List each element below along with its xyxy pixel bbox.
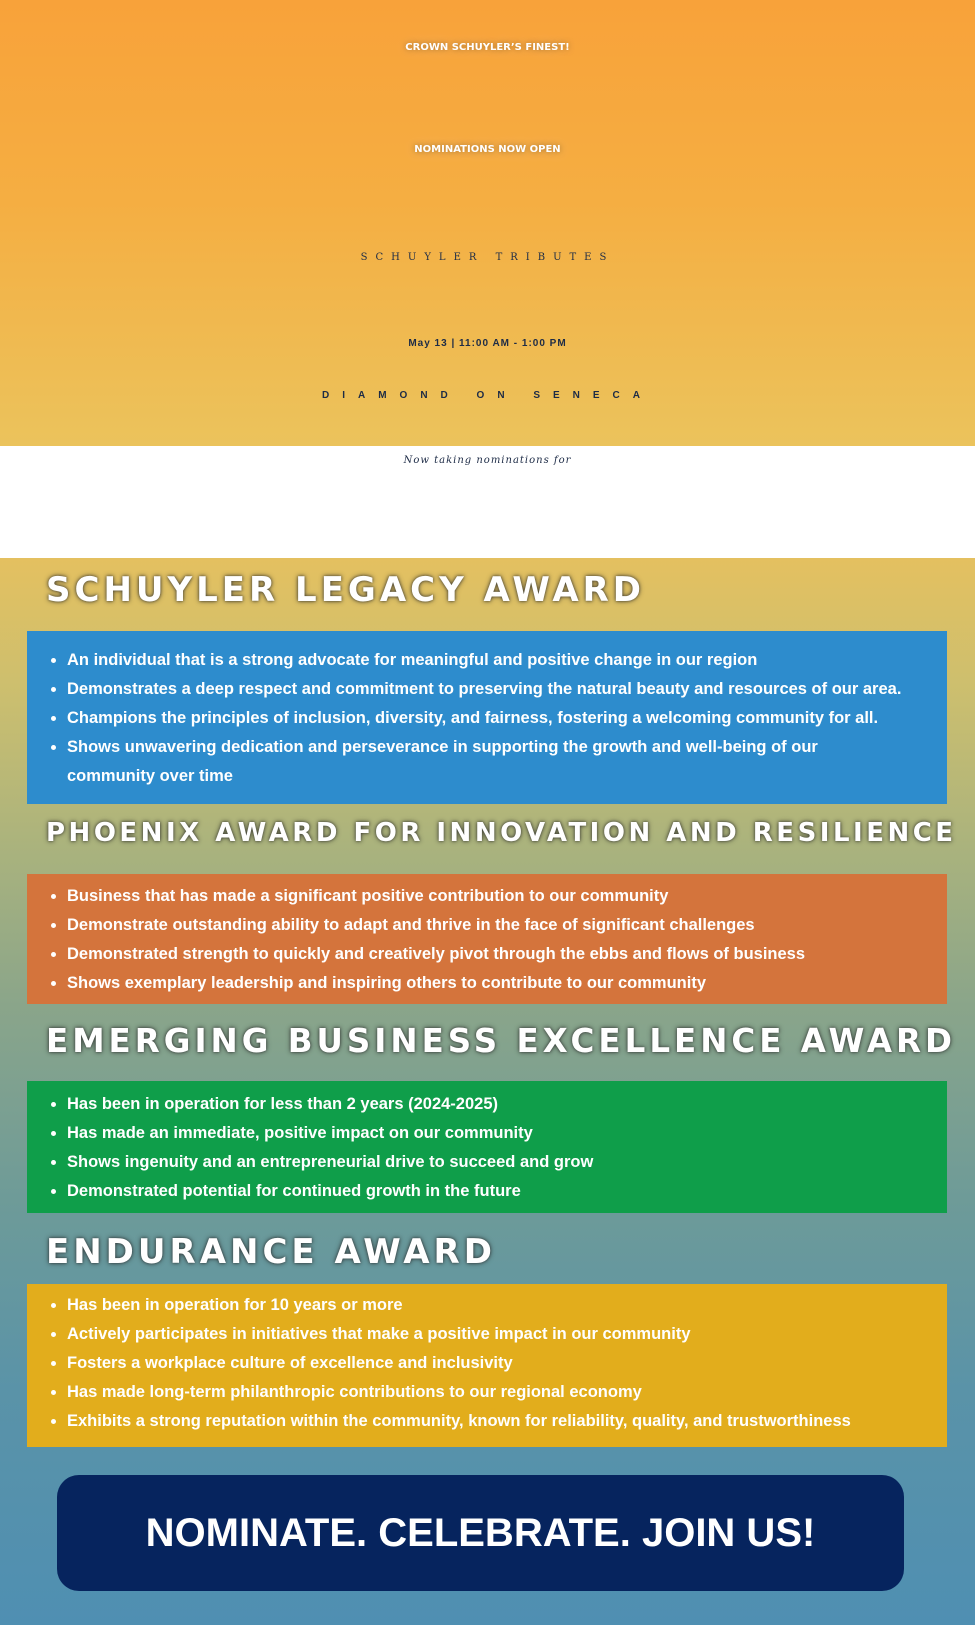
list-item: • Has been in operation for less than 2 years (2024-2025) — [67, 1090, 939, 1119]
award-title-phoenix: PHOENIX AWARD FOR INNOVATION AND RESILIENCE — [46, 818, 957, 848]
list-item: • Has been in operation for 10 years or more — [67, 1291, 939, 1320]
headline-line-1: CROWN SCHUYLER’S FINEST! — [405, 42, 570, 53]
event-name: SCHUYLER TRIBUTES — [360, 252, 615, 263]
award-criteria-schuyler-legacy — [27, 631, 947, 804]
list-item: • Fosters a workplace culture of excellence and inclusivity — [67, 1349, 939, 1378]
list-item: • Shows exemplary leadership and inspiring others to contribute to our community — [67, 969, 939, 998]
award-criteria-phoenix — [27, 874, 947, 1004]
list-item: • Business that has made a significant positive contribution to our community — [67, 882, 939, 911]
award-title-schuyler-legacy: SCHUYLER LEGACY AWARD — [46, 570, 646, 610]
list-item: • Actively participates in initiatives that make a positive impact in our community — [67, 1320, 939, 1349]
list-item: • Has made long-term philanthropic contributions to our regional economy — [67, 1378, 939, 1407]
headline-line-2: NOMINATIONS NOW OPEN — [414, 144, 561, 155]
award-criteria-endurance — [27, 1284, 947, 1447]
list-item: • Shows ingenuity and an entrepreneurial drive to succeed and grow — [67, 1148, 939, 1177]
list-item: • Champions the principles of inclusion, diversity, and fairness, fostering a welcoming community for all. — [67, 704, 939, 733]
nominations-script-heading: Now taking nominations for — [403, 455, 572, 466]
list-item: • Shows unwavering dedication and perseverance in supporting the growth and well-being of our community over time — [67, 733, 939, 791]
list-item: • Demonstrated potential for continued growth in the future — [67, 1177, 939, 1206]
nominate-button[interactable]: NOMINATE. CELEBRATE. JOIN US! — [57, 1475, 904, 1591]
list-item: • Demonstrates a deep respect and commitment to preserving the natural beauty and resources of our area. — [67, 675, 939, 704]
header-background — [0, 0, 975, 446]
event-date-time: May 13 | 11:00 AM - 1:00 PM — [408, 338, 567, 349]
award-title-endurance: ENDURANCE AWARD — [46, 1232, 496, 1272]
award-criteria-emerging-business — [27, 1081, 947, 1213]
list-item: • Demonstrated strength to quickly and creatively pivot through the ebbs and flows of business — [67, 940, 939, 969]
event-venue: DIAMOND ON SENECA — [321, 390, 653, 401]
award-title-emerging-business: EMERGING BUSINESS EXCELLENCE AWARD — [46, 1022, 957, 1060]
list-item: • Exhibits a strong reputation within the community, known for reliability, quality, and trustworthiness — [67, 1407, 939, 1436]
list-item: • An individual that is a strong advocate for meaningful and positive change in our region — [67, 646, 939, 675]
list-item: • Has made an immediate, positive impact on our community — [67, 1119, 939, 1148]
list-item: • Demonstrate outstanding ability to adapt and thrive in the face of significant challenges — [67, 911, 939, 940]
